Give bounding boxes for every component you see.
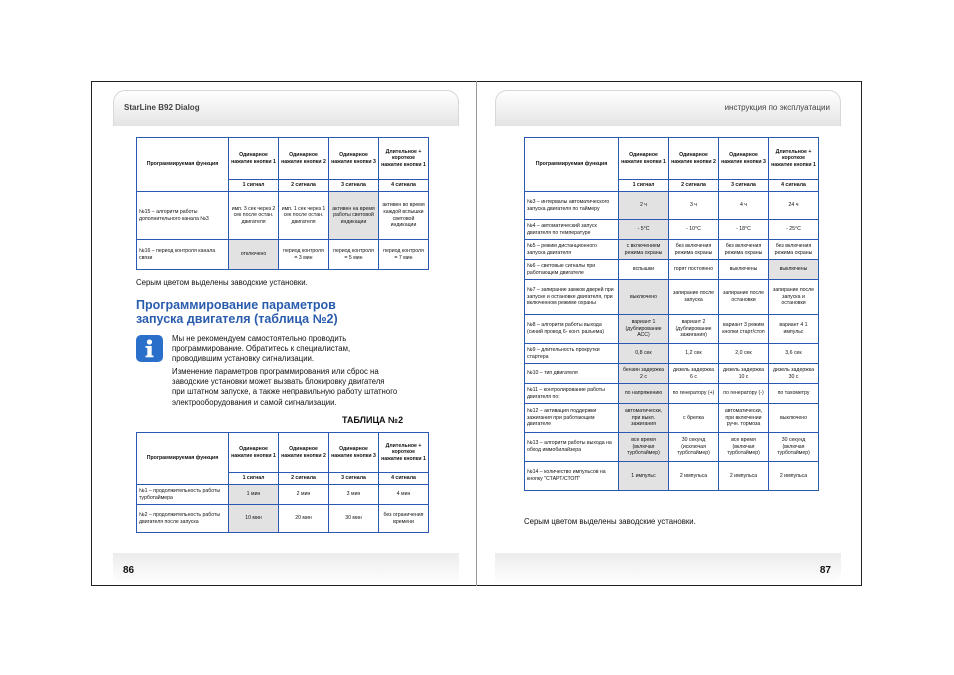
left-page-footer bbox=[113, 553, 459, 585]
value-cell: - 18°С bbox=[719, 220, 769, 240]
table-row bbox=[525, 315, 819, 344]
value-cell-default: 10 мин bbox=[229, 505, 279, 533]
warning-line: Изменение параметров программирования или сброс на bbox=[172, 367, 379, 376]
table2-label: ТАБЛИЦА №2 bbox=[342, 415, 404, 425]
info-line: Мы не рекомендуем самостоятельно проводить bbox=[172, 334, 347, 343]
header-button2: Одинарное нажатие кнопки 2 bbox=[669, 138, 719, 180]
value-cell: 24 ч bbox=[769, 192, 819, 220]
value-cell: по генератору (-) bbox=[719, 384, 769, 404]
function-cell: №1 – продолжительность работы турботаймера bbox=[137, 485, 229, 505]
value-cell-default: 1 мин bbox=[229, 485, 279, 505]
warning-line: электрооборудования и самой сигнализации. bbox=[172, 397, 337, 407]
table-row bbox=[525, 240, 819, 260]
function-cell: №16 – период контроля канала связи bbox=[137, 240, 229, 270]
value-cell: 20 мин bbox=[279, 505, 329, 533]
function-cell: №5 – режим дистанционного запуска двигателя bbox=[525, 240, 619, 260]
spread-gutter bbox=[476, 81, 477, 586]
value-cell-default: 0,8 сек bbox=[619, 344, 669, 364]
table-row bbox=[525, 260, 819, 280]
section-title-line-2: запуска двигателя (таблица №2) bbox=[136, 312, 338, 326]
value-cell-default: выключено bbox=[619, 280, 669, 315]
value-cell-default: по напряжению bbox=[619, 384, 669, 404]
header-button2: Одинарное нажатие кнопки 2 bbox=[279, 138, 329, 180]
info-text bbox=[172, 334, 350, 365]
header-function: Программируемая функция bbox=[137, 433, 229, 485]
value-cell: выключено bbox=[769, 404, 819, 433]
right-header-title: инструкция по эксплуатации bbox=[724, 103, 830, 112]
header-button1: Одинарное нажатие кнопки 1 bbox=[229, 433, 279, 473]
value-cell-default: - 5°С bbox=[619, 220, 669, 240]
factory-note-right: Серым цветом выделены заводские установки. bbox=[524, 517, 696, 526]
value-cell: 3,6 сек bbox=[769, 344, 819, 364]
value-cell: запирание после запуска bbox=[669, 280, 719, 315]
table-row bbox=[137, 505, 429, 533]
table-row bbox=[137, 485, 429, 505]
value-cell: без включения режима охраны bbox=[719, 240, 769, 260]
header-long-short: Длительное + короткое нажатие кнопки 1 bbox=[379, 433, 429, 473]
value-cell: период контроля = 3 мин bbox=[279, 240, 329, 270]
function-cell: №12 – активация поддержки зажигания при работающем двигателе bbox=[525, 404, 619, 433]
value-cell: дизель задержка 30 с bbox=[769, 364, 819, 384]
settings-table-2 bbox=[136, 432, 429, 533]
function-cell: №6 – световые сигналы при работающем двигателе bbox=[525, 260, 619, 280]
value-cell: автоматически, при включении ручн. тормоза bbox=[719, 404, 769, 433]
value-cell: без включения режима охраны bbox=[769, 240, 819, 260]
value-cell: вариант 2 (дублирование зажигания) bbox=[669, 315, 719, 344]
table-row bbox=[525, 192, 819, 220]
value-cell: 3 мин bbox=[329, 485, 379, 505]
value-cell: 30 секунд (включая турботаймер) bbox=[769, 433, 819, 462]
signal-2: 2 сигнала bbox=[279, 473, 329, 485]
value-cell: 30 секунд (исключая турботаймер) bbox=[669, 433, 719, 462]
signal-1: 1 сигнал bbox=[619, 180, 669, 192]
header-function: Программируемая функция bbox=[137, 138, 229, 192]
function-cell: №10 – тип двигателя bbox=[525, 364, 619, 384]
value-cell-default: все время (включая турботаймер) bbox=[619, 433, 669, 462]
value-cell: по генератору (+) bbox=[669, 384, 719, 404]
warning-line: при штатном запуске, а также неправильную работу штатного bbox=[172, 387, 398, 397]
settings-table-right bbox=[524, 137, 819, 491]
info-line: проводившим установку сигнализации. bbox=[172, 354, 315, 364]
header-long-short: Длительное + короткое нажатие кнопки 1 bbox=[769, 138, 819, 180]
value-cell: запирание после остановки bbox=[719, 280, 769, 315]
table-row bbox=[525, 220, 819, 240]
value-cell: имп. 1 сек через 1 сек после остан. двигателя bbox=[279, 192, 329, 240]
signal-3: 3 сигнала bbox=[329, 473, 379, 485]
function-cell: №14 – количество импульсов на кнопку "СТАРТ/СТОП" bbox=[525, 462, 619, 491]
header-button2: Одинарное нажатие кнопки 2 bbox=[279, 433, 329, 473]
header-long-short: Длительное + короткое нажатие кнопки 1 bbox=[379, 138, 429, 180]
value-cell: - 10°С bbox=[669, 220, 719, 240]
page-number-right: 87 bbox=[819, 565, 831, 576]
value-cell-default: вариант 1 (дублирование АСС) bbox=[619, 315, 669, 344]
value-cell: 4 ч bbox=[719, 192, 769, 220]
value-cell: 30 мин bbox=[329, 505, 379, 533]
header-button3: Одинарное нажатие кнопки 3 bbox=[719, 138, 769, 180]
value-cell-default: активен на время работы световой индикации bbox=[329, 192, 379, 240]
value-cell: запирание после запуска и остановки bbox=[769, 280, 819, 315]
function-cell: №3 – интервалы автоматического запуска двигателя по таймеру bbox=[525, 192, 619, 220]
value-cell-default: автоматически, при выкл. зажигания bbox=[619, 404, 669, 433]
value-cell: 2,0 сек bbox=[719, 344, 769, 364]
function-cell: №15 – алгоритм работы дополнительного канала №3 bbox=[137, 192, 229, 240]
value-cell: без включения режима охраны bbox=[669, 240, 719, 260]
section-title bbox=[136, 298, 338, 326]
table-row bbox=[525, 364, 819, 384]
table-header-row bbox=[137, 433, 429, 473]
function-cell: №2 – продолжительность работы двигателя после запуска bbox=[137, 505, 229, 533]
value-cell: с брелка bbox=[669, 404, 719, 433]
value-cell: горят постоянно bbox=[669, 260, 719, 280]
value-cell: дизель задержка 10 с bbox=[719, 364, 769, 384]
left-header-title: StarLine B92 Dialog bbox=[124, 103, 200, 112]
value-cell-default: выключены bbox=[769, 260, 819, 280]
value-cell: вариант 4 1 импульс bbox=[769, 315, 819, 344]
table-row bbox=[525, 280, 819, 315]
value-cell: все время (включая турботаймер) bbox=[719, 433, 769, 462]
factory-note-left: Серым цветом выделены заводские установки. bbox=[136, 278, 308, 287]
value-cell-default: 1 импульс bbox=[619, 462, 669, 491]
signal-2: 2 сигнала bbox=[669, 180, 719, 192]
value-cell: имп. 3 сек через 2 сек после остан. двигателя bbox=[229, 192, 279, 240]
info-line: программирование. Обратитесь к специалистам, bbox=[172, 344, 351, 354]
value-cell: 2 импульса bbox=[769, 462, 819, 491]
function-cell: №13 – алгоритм работы выхода на обход иммобилайзера bbox=[525, 433, 619, 462]
signal-1: 1 сигнал bbox=[229, 473, 279, 485]
warning-line: заводские установки может вызвать блокировку двигателя bbox=[172, 377, 385, 387]
value-cell: период контроля = 7 мин bbox=[379, 240, 429, 270]
function-cell: №9 – длительность прокрутки стартера bbox=[525, 344, 619, 364]
signal-3: 3 сигнала bbox=[329, 180, 379, 192]
value-cell: 2 импульса bbox=[719, 462, 769, 491]
value-cell: дизель задержка 6 с bbox=[669, 364, 719, 384]
value-cell: активен во время каждой вспышки световой индикации bbox=[379, 192, 429, 240]
settings-table-1 bbox=[136, 137, 429, 270]
header-button3: Одинарное нажатие кнопки 3 bbox=[329, 138, 379, 180]
header-button3: Одинарное нажатие кнопки 3 bbox=[329, 433, 379, 473]
signal-4: 4 сигнала bbox=[379, 473, 429, 485]
value-cell: без ограничения времени bbox=[379, 505, 429, 533]
value-cell-default: 2 ч bbox=[619, 192, 669, 220]
value-cell: 2 импульса bbox=[669, 462, 719, 491]
table-header-row bbox=[525, 138, 819, 180]
function-cell: №7 – запирание замков дверей при запуске и остановке двигателя, при включенном режиме охраны bbox=[525, 280, 619, 315]
function-cell: №11 – контролирование работы двигателя по: bbox=[525, 384, 619, 404]
value-cell: выключены bbox=[719, 260, 769, 280]
table-row bbox=[525, 384, 819, 404]
value-cell: вариант 3 режим кнопки старт/стоп bbox=[719, 315, 769, 344]
function-cell: №8 – алгоритм работы выхода (синий провод 6- конт. разъема) bbox=[525, 315, 619, 344]
header-button1: Одинарное нажатие кнопки 1 bbox=[229, 138, 279, 180]
value-cell: - 25°С bbox=[769, 220, 819, 240]
value-cell: период контроля = 5 мин bbox=[329, 240, 379, 270]
signal-4: 4 сигнала bbox=[379, 180, 429, 192]
table-row bbox=[525, 404, 819, 433]
table-row bbox=[525, 462, 819, 491]
header-button1: Одинарное нажатие кнопки 1 bbox=[619, 138, 669, 180]
value-cell-default: бензин задержка 2 с bbox=[619, 364, 669, 384]
signal-2: 2 сигнала bbox=[279, 180, 329, 192]
table-row bbox=[137, 240, 429, 270]
value-cell-default: отключено bbox=[229, 240, 279, 270]
value-cell-default: с включением режима охраны bbox=[619, 240, 669, 260]
value-cell: вспышки bbox=[619, 260, 669, 280]
value-cell: 4 мин bbox=[379, 485, 429, 505]
function-cell: №4 – автоматический запуск двигателя по температуре bbox=[525, 220, 619, 240]
value-cell: 2 мин bbox=[279, 485, 329, 505]
value-cell: 3 ч bbox=[669, 192, 719, 220]
signal-3: 3 сигнала bbox=[719, 180, 769, 192]
info-icon bbox=[136, 335, 163, 362]
header-function: Программируемая функция bbox=[525, 138, 619, 192]
table-row bbox=[525, 433, 819, 462]
left-page-header bbox=[113, 90, 459, 126]
right-page-footer bbox=[495, 553, 841, 585]
right-page-header bbox=[495, 90, 841, 126]
signal-4: 4 сигнала bbox=[769, 180, 819, 192]
page-number-left: 86 bbox=[123, 565, 135, 576]
table-row bbox=[137, 192, 429, 240]
table-header-row bbox=[137, 138, 429, 180]
warning-text bbox=[172, 367, 397, 408]
value-cell: 1,2 сек bbox=[669, 344, 719, 364]
table-row bbox=[525, 344, 819, 364]
value-cell: по тахометру bbox=[769, 384, 819, 404]
section-title-line-1: Программирование параметров bbox=[136, 298, 336, 312]
signal-1: 1 сигнал bbox=[229, 180, 279, 192]
